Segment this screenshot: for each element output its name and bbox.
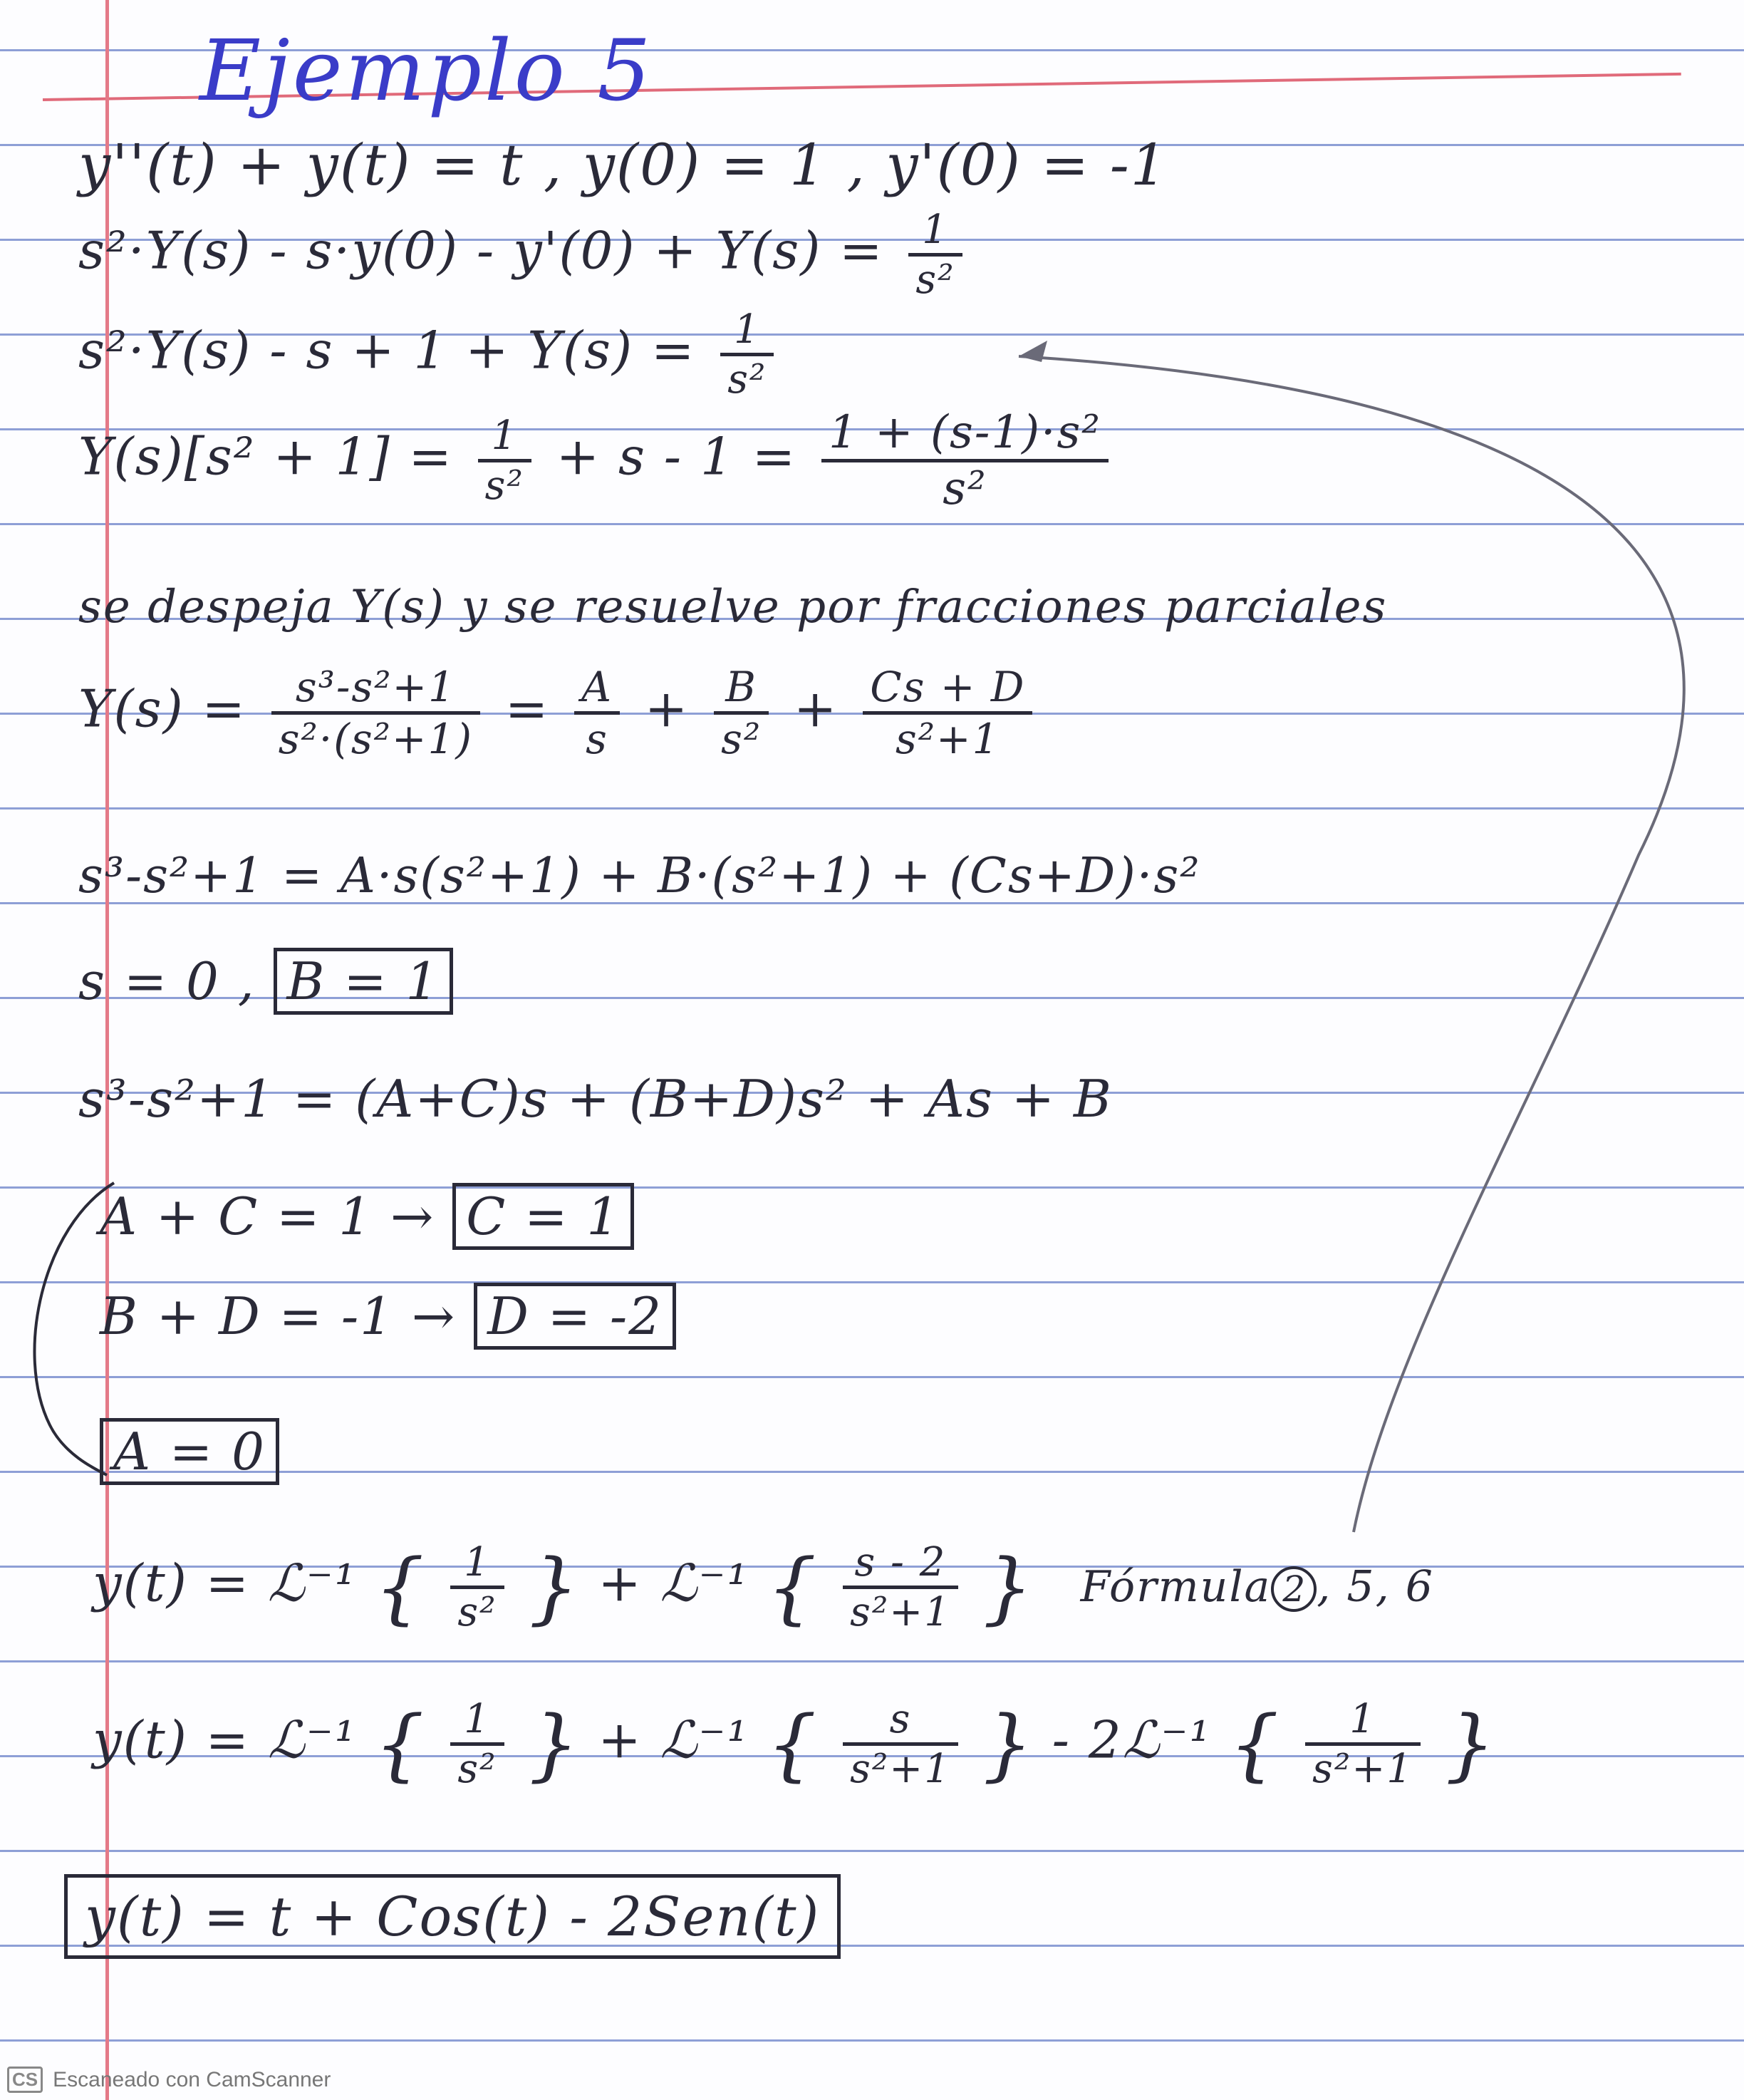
- equation-text: Y(s)[s² + 1] =: [78, 426, 453, 487]
- left-brace: {: [374, 1541, 426, 1633]
- left-brace: {: [374, 1698, 426, 1790]
- page-title: Ejemplo 5: [199, 21, 654, 120]
- numerator: B: [714, 663, 769, 715]
- denominator: s: [586, 715, 608, 763]
- equation-text: s = 0 ,: [78, 951, 256, 1011]
- equation-grouped: s³-s²+1 = (A+C)s + (B+D)s² + As + B: [78, 1069, 1113, 1129]
- plus-sign: +: [794, 678, 839, 739]
- equation-text: B + D = -1 →: [100, 1286, 457, 1346]
- denominator: s²: [915, 257, 955, 303]
- plus-sign: +: [644, 678, 690, 739]
- camscanner-logo: CS: [7, 2067, 43, 2093]
- result-box-a: A = 0: [100, 1418, 279, 1485]
- left-brace: {: [767, 1541, 819, 1633]
- denominator: s²·(s²+1): [278, 715, 473, 763]
- formula-note-numbers: , 5, 6: [1317, 1561, 1434, 1612]
- final-answer-box: y(t) = t + Cos(t) - 2Sen(t): [64, 1874, 841, 1959]
- equation-text: - 2ℒ⁻¹: [1052, 1710, 1212, 1770]
- denominator: s²+1: [850, 1746, 951, 1792]
- numerator: 1: [908, 207, 962, 257]
- denominator: s²: [457, 1589, 497, 1635]
- numerator: 1: [450, 1539, 504, 1589]
- numerator: A: [574, 663, 620, 715]
- denominator: s²+1: [1312, 1746, 1413, 1792]
- equals-sign: =: [504, 678, 550, 739]
- right-brace: }: [1445, 1698, 1497, 1790]
- numerator: s³-s²+1: [271, 663, 480, 715]
- right-brace: }: [529, 1698, 581, 1790]
- right-brace: }: [982, 1698, 1034, 1790]
- equation-text: y(t) = ℒ⁻¹: [93, 1553, 357, 1613]
- result-box-b: B = 1: [274, 948, 454, 1015]
- denominator: s²: [457, 1746, 497, 1792]
- formula-note: Fórmula: [1080, 1561, 1272, 1612]
- equation-text: + ℒ⁻¹: [598, 1553, 749, 1613]
- equation-text: s²·Y(s) - s·y(0) - y'(0) + Y(s) =: [78, 220, 884, 281]
- left-brace: {: [1229, 1698, 1281, 1790]
- equation-text: y(t) = ℒ⁻¹: [93, 1710, 357, 1770]
- denominator: s²: [721, 715, 762, 763]
- equation-problem: y''(t) + y(t) = t , y(0) = 1 , y'(0) = -1: [78, 132, 1168, 198]
- denominator: s²+1: [896, 715, 1000, 763]
- scanner-watermark: Escaneado con CamScanner: [53, 2067, 331, 2091]
- equation-text: A + C = 1 →: [100, 1186, 435, 1246]
- right-brace: }: [529, 1541, 581, 1633]
- instruction-text: se despeja Y(s) y se resuelve por fracciones parciales: [78, 581, 1388, 633]
- equation-text: + ℒ⁻¹: [598, 1710, 749, 1770]
- numerator: 1: [1305, 1696, 1421, 1746]
- denominator: s²: [727, 356, 767, 403]
- result-box-d: D = -2: [474, 1283, 676, 1350]
- equation-text: Y(s) =: [78, 678, 246, 739]
- numerator: 1: [478, 413, 531, 462]
- left-bracket-arrow: [34, 1183, 114, 1475]
- numerator: 1: [720, 306, 774, 356]
- circled-number: 2: [1271, 1566, 1317, 1612]
- left-brace: {: [767, 1698, 819, 1790]
- denominator: s²+1: [850, 1589, 951, 1635]
- numerator: 1 + (s-1)·s²: [821, 406, 1109, 462]
- right-brace: }: [982, 1541, 1034, 1633]
- numerator: s: [843, 1696, 958, 1746]
- numerator: Cs + D: [863, 663, 1032, 715]
- equation-text: + s - 1 =: [556, 426, 797, 487]
- equation-text: s²·Y(s) - s + 1 + Y(s) =: [78, 320, 696, 381]
- curved-arrow-right: [1019, 356, 1684, 1532]
- numerator: s - 2: [843, 1539, 958, 1589]
- scanner-footer: [7, 2067, 331, 2093]
- denominator: s²: [484, 462, 524, 509]
- result-box-c: C = 1: [452, 1183, 634, 1250]
- denominator: s²: [943, 462, 987, 515]
- numerator: 1: [450, 1696, 504, 1746]
- equation-expansion: s³-s²+1 = A·s(s²+1) + B·(s²+1) + (Cs+D)·s²: [78, 848, 1201, 904]
